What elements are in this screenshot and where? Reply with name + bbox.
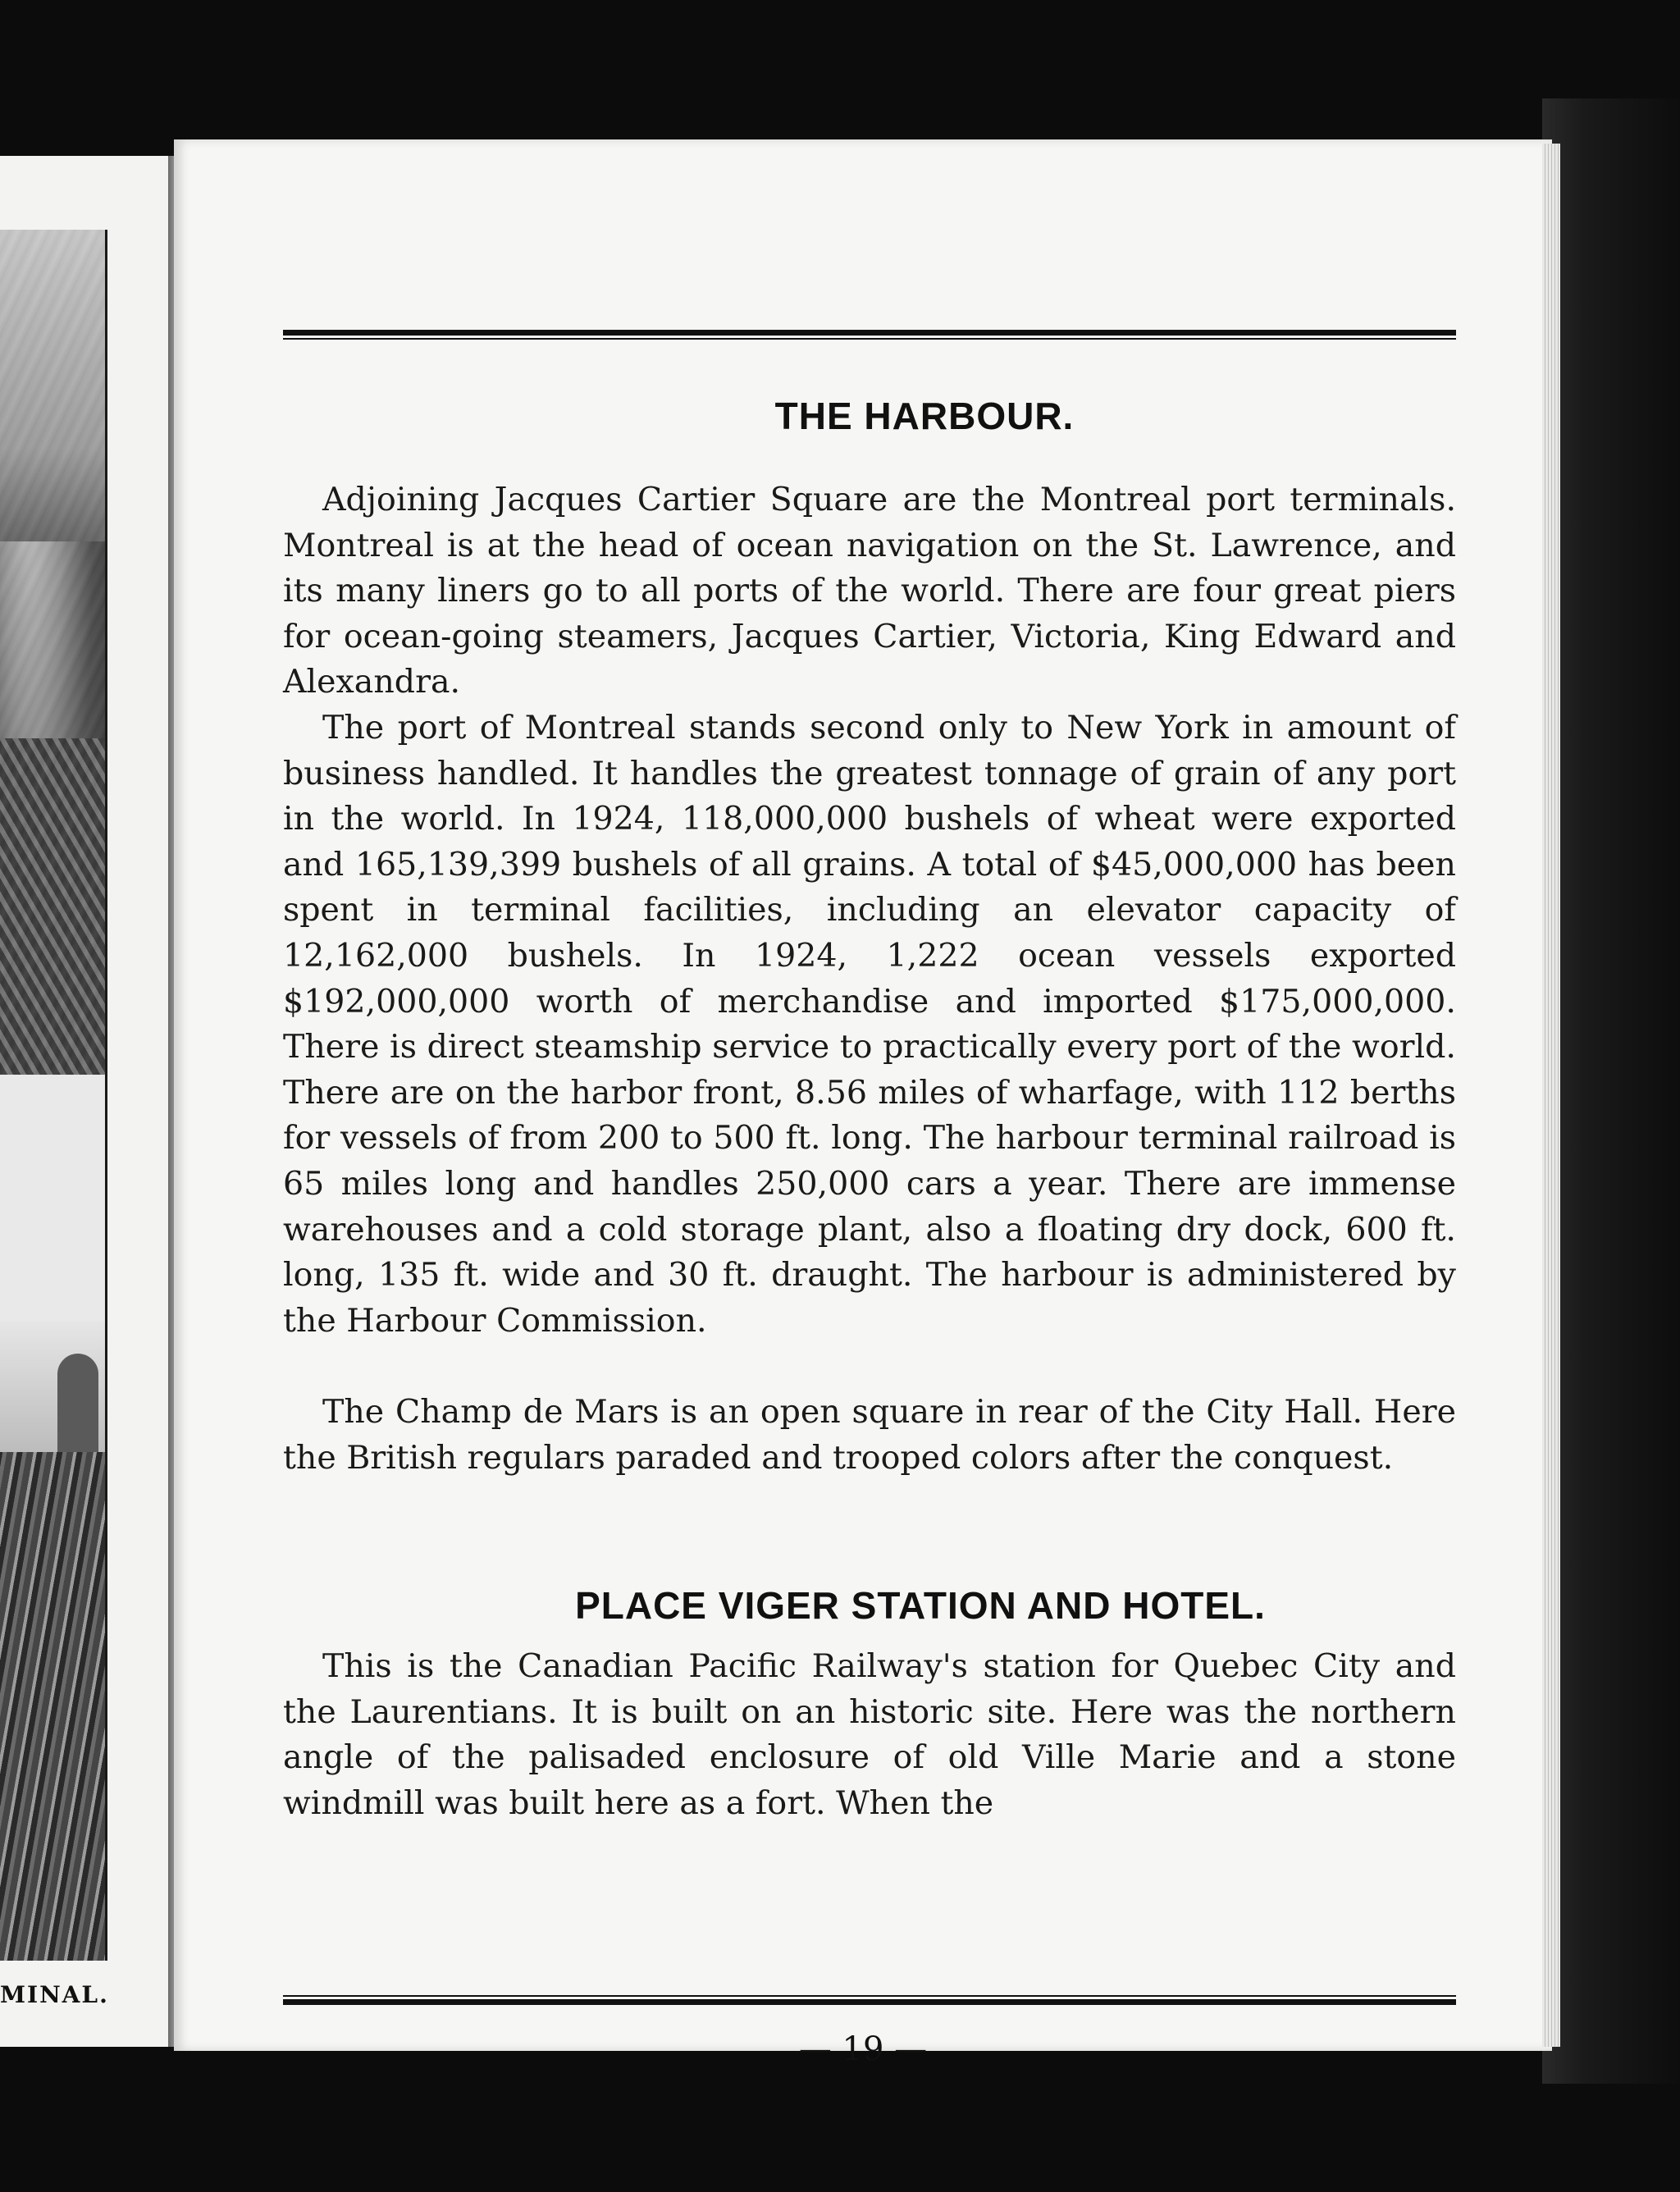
paragraph-place-viger: This is the Canadian Pacific Railway's station for Quebec City and the Laurentians. It is built on an historic site. Here was the northern angle of the palisaded enclosure of old Ville Marie and a stone windmill was built here as a fort. When the	[283, 1647, 1456, 1822]
paragraph-port-terminals: Adjoining Jacques Cartier Square are the Montreal port terminals. Montreal is at the head of ocean navigation on the St. Lawrence, and its many liners go to all ports of the world. There are four great piers for ocean-going steamers, Jacques Cartier, Victoria, King Edward and Alexandra.	[283, 481, 1456, 701]
page-block-edge	[1542, 144, 1560, 2047]
left-facing-page	[0, 156, 171, 2047]
photo-dome	[57, 1354, 98, 1452]
heading-place-viger: PLACE VIGER STATION AND HOTEL.	[575, 1584, 1266, 1627]
page-19	[174, 139, 1552, 2068]
paragraph-port-statistics: The port of Montreal stands second only to New York in amount of business handled. It handles the greatest tonnage of grain of any port in the world. In 1924, 118,000,000 bushels of wheat were exported and 165,139,399 bushels of all grains. A total of $45,000,000 has been spent in terminal facilities, including an elevator capacity of 12,162,000 bushels. In 1924, 1,222 ocean vessels exported $192,000,000 worth of merchandise and imported $175,000,000. There is direct steamship service to practically every port of the world. There are on the harbor front, 8.56 miles of wharfage, with 112 berths for vessels of from 200 to 500 ft. long. The harbour terminal railroad is 65 miles long and handles 250,000 cars a year. There are immense warehouses and a cold storage plant, also a floating dry dock, 600 ft. long, 135 ft. wide and 30 ft. draught. The harbour is administered by the Harbour Commission.	[283, 709, 1456, 1340]
paragraph-champ-de-mars: The Champ de Mars is an open square in rear of the City Hall. Here the British regulars paraded and trooped colors after the conquest.	[283, 1393, 1456, 1477]
heading-the-harbour: THE HARBOUR.	[774, 395, 1075, 437]
bottom-double-rule	[283, 1995, 1456, 2005]
photo-sky	[0, 230, 105, 541]
photo-roof	[0, 738, 105, 1075]
top-double-rule	[283, 330, 1456, 340]
photo-gap	[0, 1075, 105, 1321]
photo-plate	[0, 230, 107, 1961]
photo-caption-fragment: MINAL.	[0, 1981, 109, 2008]
city-photo-lower	[0, 1321, 105, 1961]
page-number: — 19 —	[798, 2030, 928, 2068]
harbour-photo-upper	[0, 230, 105, 1075]
